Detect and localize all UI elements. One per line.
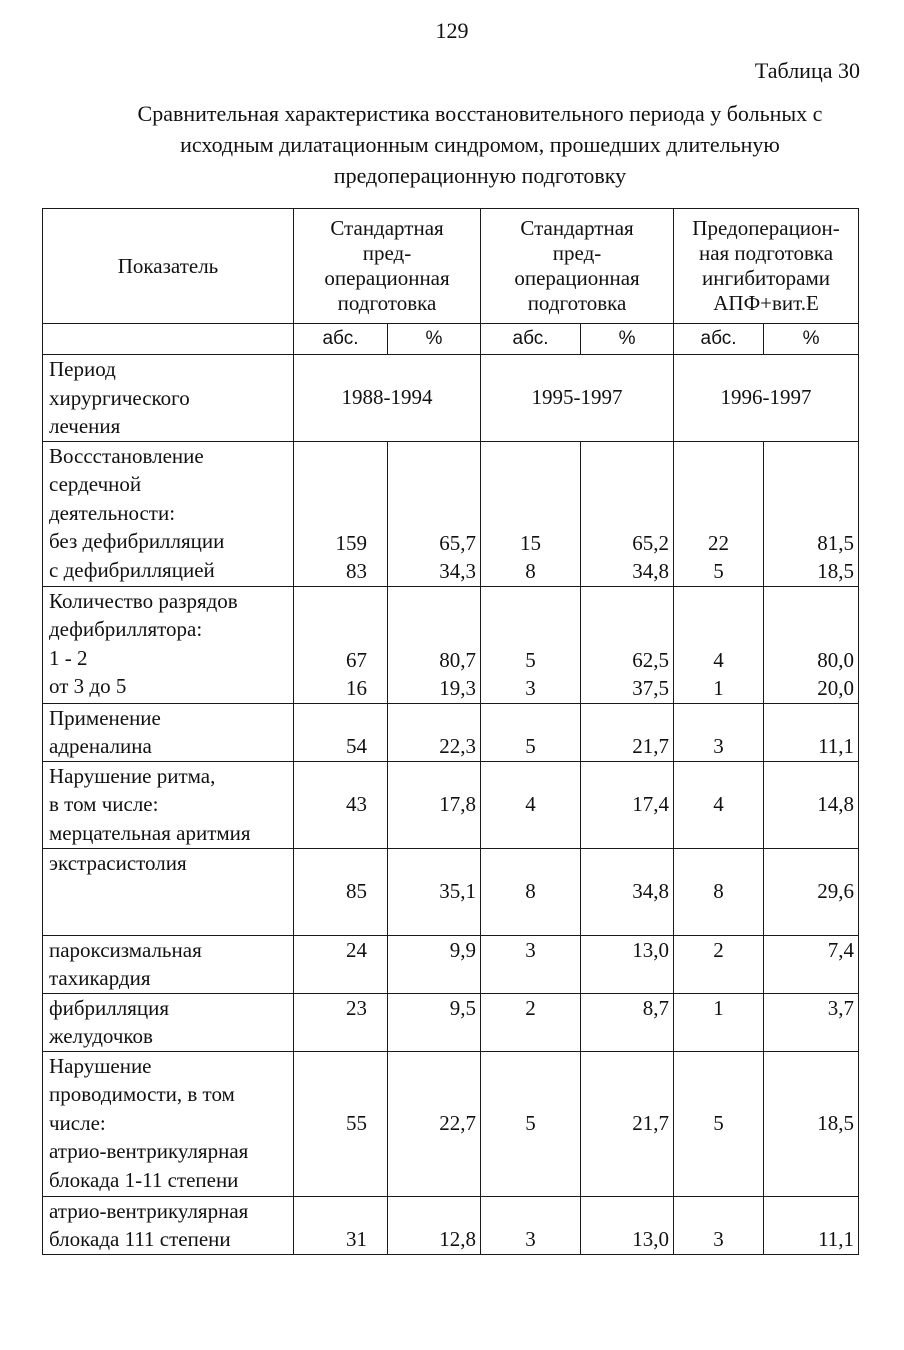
label-line: Нарушение [49, 1053, 152, 1078]
cell-value: 3 [525, 676, 536, 700]
cell-pct [764, 441, 859, 586]
row-label [43, 703, 294, 761]
label-line: Применение [49, 705, 161, 730]
label-line: адреналина [49, 734, 152, 758]
table-label: Таблица 30 [754, 58, 860, 83]
cell-value: 19,3 [439, 676, 477, 700]
label-line: пароксизмальная [49, 937, 202, 962]
subheader-row [43, 324, 859, 355]
comparison-table [42, 208, 859, 1255]
label-line: без дефибрилляции [49, 529, 225, 553]
header-group-3 [674, 209, 859, 324]
cell-pct [388, 441, 481, 586]
header-line: пред- [552, 241, 602, 265]
cell-abs: 3 [674, 1196, 764, 1254]
cell-pct: 34,8 [581, 848, 674, 935]
cell-value: 80,7 [439, 647, 477, 672]
cell-value: 18,5 [817, 559, 855, 583]
label-line: тахикардия [49, 966, 151, 990]
label-line: Нарушение ритма, [49, 763, 216, 788]
cell-pct: 14,8 [764, 761, 859, 848]
cell-value: 81,5 [817, 530, 855, 555]
cell-value: 20,0 [817, 676, 855, 700]
label-line: числе: [49, 1110, 106, 1135]
cell-pct: 7,4 [764, 935, 859, 993]
cell-abs: 85 [294, 848, 388, 935]
cell-abs: 5 [674, 1051, 764, 1196]
cell-pct: 11,1 [764, 1196, 859, 1254]
cell-abs [481, 441, 581, 586]
row-label [43, 935, 294, 993]
header-line: операционная [514, 266, 640, 290]
table-row-restore [43, 441, 859, 586]
cell-value: 34,8 [632, 559, 670, 583]
row-label [43, 1051, 294, 1196]
cell-value: 159 [335, 530, 367, 555]
row-label [43, 441, 294, 586]
cell-value: 80,0 [817, 647, 855, 672]
cell-value: 5 [713, 559, 724, 583]
cell-abs: 3 [481, 935, 581, 993]
table-row-paroxysmal [43, 935, 859, 993]
cell-abs [294, 586, 388, 703]
label-line: сердечной [49, 472, 142, 496]
header-row [43, 209, 859, 324]
cell-pct: 8,7 [581, 993, 674, 1051]
cell-pct [581, 586, 674, 703]
label-line: фибрилляция [49, 995, 170, 1020]
cell-pct: 22,7 [388, 1051, 481, 1196]
header-line: подготовка [527, 291, 627, 315]
cell-pct: 21,7 [581, 703, 674, 761]
cell-abs: 43 [294, 761, 388, 848]
period-value: 1988-1994 [294, 355, 481, 442]
label-line: желудочков [49, 1024, 153, 1048]
cell-value: 83 [346, 559, 367, 583]
cell-abs: 2 [481, 993, 581, 1051]
label-line: дефибриллятора: [49, 617, 203, 641]
cell-pct: 11,1 [764, 703, 859, 761]
cell-abs: 8 [674, 848, 764, 935]
label-line: от 3 до 5 [49, 674, 127, 698]
cell-value: 15 [520, 530, 542, 555]
cell-abs: 4 [674, 761, 764, 848]
row-label [43, 586, 294, 703]
label-line: Восcстановление [49, 443, 204, 468]
label-line: мерцательная аритмия [49, 820, 251, 845]
label-line: с дефибрилляцией [49, 557, 215, 582]
cell-value: 67 [346, 647, 367, 672]
period-value: 1996-1997 [674, 355, 859, 442]
header-line: АПФ+вит.Е [713, 291, 819, 315]
row-label [43, 761, 294, 848]
cell-abs [294, 441, 388, 586]
table-row-vfib [43, 993, 859, 1051]
cell-pct: 17,8 [388, 761, 481, 848]
cell-value: 4 [713, 647, 724, 672]
label-line: Количество разрядов [49, 588, 238, 613]
cell-pct [388, 586, 481, 703]
header-line: пред- [362, 241, 412, 265]
cell-abs [481, 586, 581, 703]
cell-value: 62,5 [632, 647, 670, 672]
header-indicator: Показатель [43, 209, 294, 324]
cell-pct [581, 441, 674, 586]
cell-pct: 29,6 [764, 848, 859, 935]
label-line: в том числе: [49, 792, 159, 816]
header-line: Предоперацион- [692, 216, 840, 240]
caption-line: исходным дилатационным синдромом, прошедших длительную [180, 132, 780, 157]
table-row-discharges [43, 586, 859, 703]
cell-value: 22 [708, 530, 730, 555]
cell-abs: 55 [294, 1051, 388, 1196]
subheader-empty [43, 324, 294, 355]
cell-pct: 35,1 [388, 848, 481, 935]
cell-abs: 54 [294, 703, 388, 761]
subheader-pct: % [388, 324, 481, 355]
cell-pct: 13,0 [581, 935, 674, 993]
label-line: лечения [49, 414, 121, 438]
cell-abs: 4 [481, 761, 581, 848]
label-line: 1 - 2 [49, 645, 88, 670]
cell-abs: 1 [674, 993, 764, 1051]
table-row-period [43, 355, 859, 442]
header-line: ная подготовка [698, 241, 834, 265]
label-line: блокада 1-11 степени [49, 1167, 239, 1192]
subheader-pct: % [581, 324, 674, 355]
cell-pct [764, 586, 859, 703]
cell-value: 65,2 [632, 530, 670, 555]
cell-value: 34,3 [439, 559, 477, 583]
header-group-1 [294, 209, 481, 324]
table-caption [90, 98, 870, 191]
period-value: 1995-1997 [481, 355, 674, 442]
table-row-adrenaline [43, 703, 859, 761]
cell-abs: 24 [294, 935, 388, 993]
subheader-abs: абс. [294, 324, 388, 355]
cell-pct: 9,5 [388, 993, 481, 1051]
cell-pct: 22,3 [388, 703, 481, 761]
caption-line: Сравнительная характеристика восстановительного периода у больных с [137, 101, 823, 126]
row-label [43, 1196, 294, 1254]
table-row-extrasystole [43, 848, 859, 935]
cell-abs: 5 [481, 1051, 581, 1196]
cell-pct: 9,9 [388, 935, 481, 993]
cell-abs: 31 [294, 1196, 388, 1254]
label-line: проводимости, в том [49, 1082, 235, 1106]
cell-abs: 23 [294, 993, 388, 1051]
table-row-avblock3 [43, 1196, 859, 1254]
label-line: хирургического [49, 385, 190, 410]
row-label [43, 993, 294, 1051]
header-line: операционная [324, 266, 450, 290]
cell-abs: 2 [674, 935, 764, 993]
label-line: атрио-вентрикулярная [49, 1139, 249, 1163]
label-line: атрио-вентрикулярная [49, 1198, 249, 1223]
row-label [43, 848, 294, 935]
label-line: деятельности: [49, 500, 176, 525]
row-label [43, 355, 294, 442]
header-line: ингибиторами [702, 266, 831, 290]
cell-value: 65,7 [439, 530, 477, 555]
header-group-2 [481, 209, 674, 324]
cell-pct: 12,8 [388, 1196, 481, 1254]
cell-pct: 3,7 [764, 993, 859, 1051]
header-line: Стандартная [520, 216, 634, 240]
subheader-pct: % [764, 324, 859, 355]
cell-pct: 18,5 [764, 1051, 859, 1196]
cell-abs: 5 [481, 703, 581, 761]
cell-abs [674, 441, 764, 586]
label-line: Период [49, 357, 116, 381]
table-row-conduction [43, 1051, 859, 1196]
cell-abs [674, 586, 764, 703]
page-number: 129 [435, 18, 469, 43]
cell-pct: 17,4 [581, 761, 674, 848]
cell-value: 37,5 [632, 676, 670, 700]
subheader-abs: абс. [481, 324, 581, 355]
cell-value: 8 [525, 559, 536, 583]
label-line: экстрасистолия [49, 850, 187, 875]
cell-pct: 13,0 [581, 1196, 674, 1254]
cell-value: 1 [713, 676, 724, 700]
cell-abs: 3 [481, 1196, 581, 1254]
header-line: подготовка [337, 291, 437, 315]
header-line: Стандартная [330, 216, 444, 240]
cell-value: 16 [346, 676, 367, 700]
cell-pct: 21,7 [581, 1051, 674, 1196]
cell-abs: 8 [481, 848, 581, 935]
label-line: блокада 111 степени [49, 1227, 231, 1251]
subheader-abs: абс. [674, 324, 764, 355]
caption-line: предоперационную подготовку [333, 163, 627, 188]
cell-abs: 3 [674, 703, 764, 761]
cell-value: 5 [525, 647, 536, 672]
table-row-rhythm [43, 761, 859, 848]
